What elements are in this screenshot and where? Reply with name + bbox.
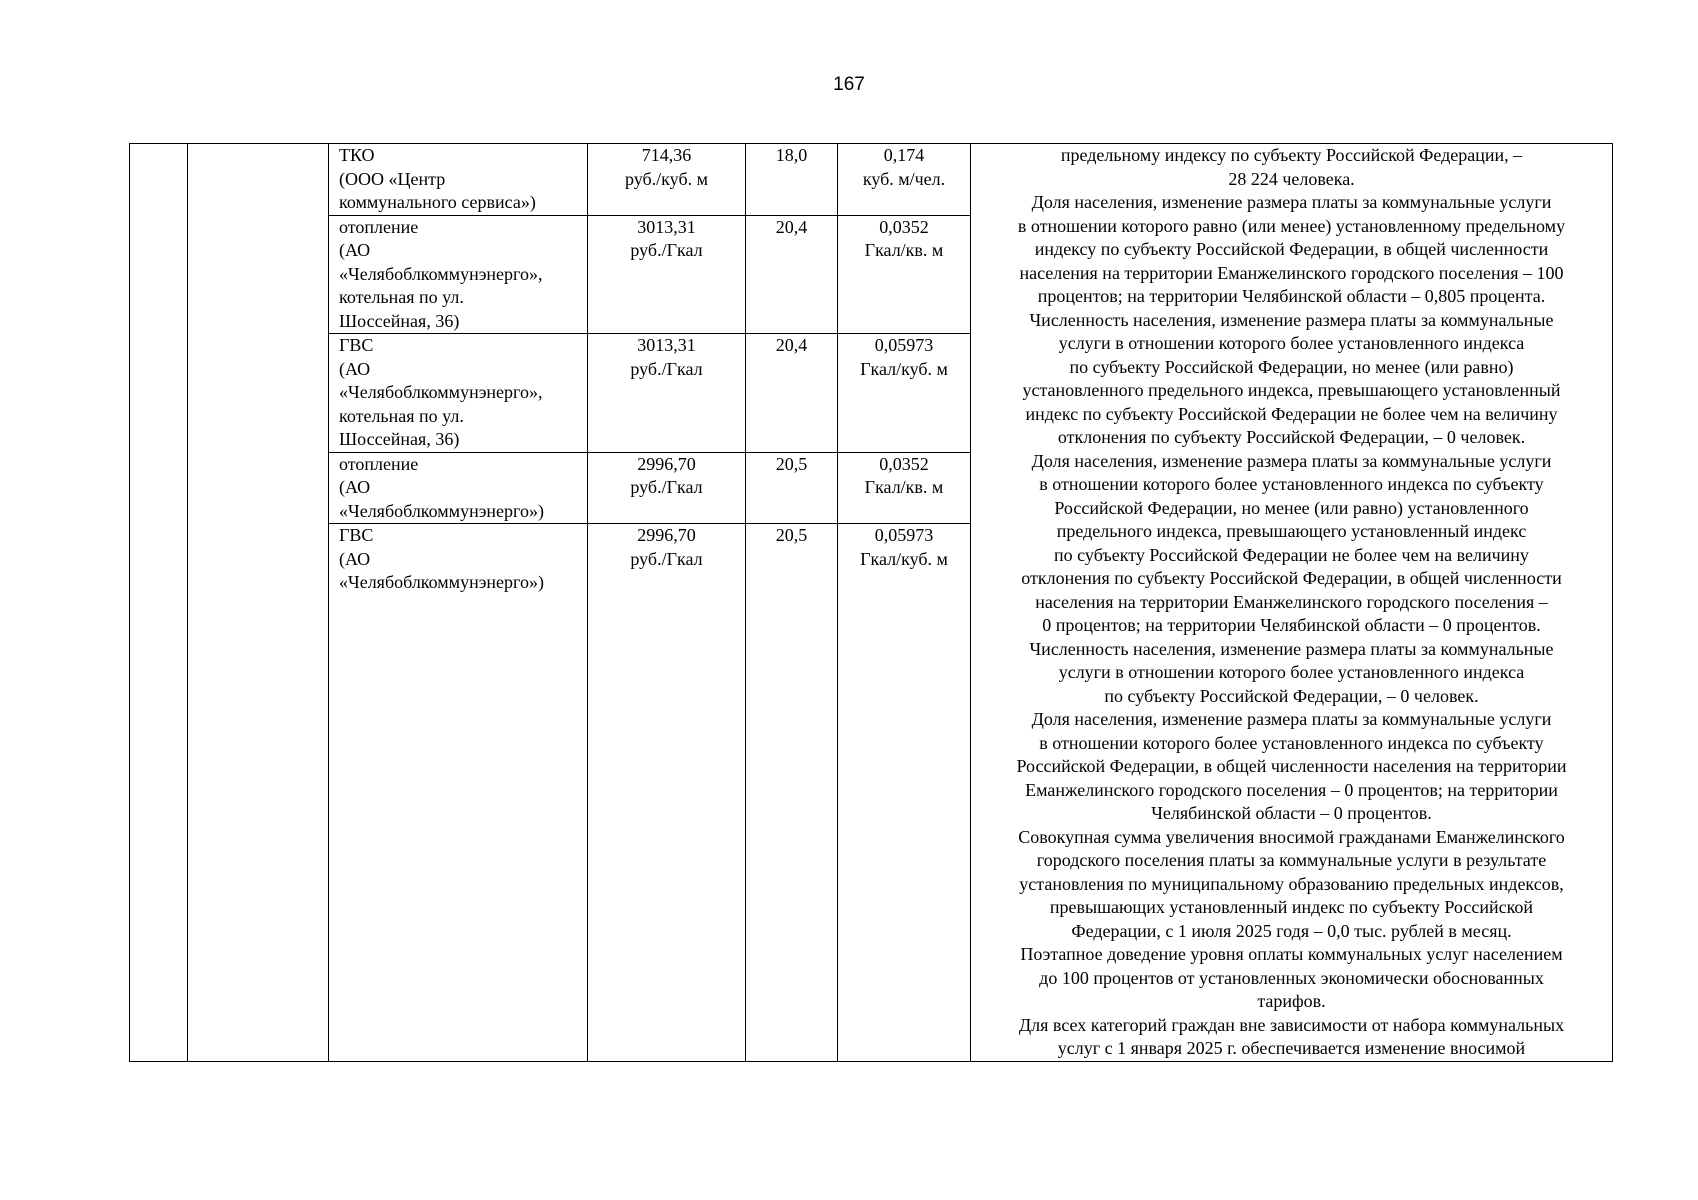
growth-value: 20,5 (775, 453, 808, 474)
description-line: Еманжелинского городского поселения – 0 процентов; на территории (1025, 779, 1558, 800)
service-line: «Челябоблкоммунэнерго», (339, 382, 543, 402)
description-line: городского поселения платы за коммунальные услуги в результате (1036, 850, 1547, 870)
tariff-value: 3013,31 (637, 335, 696, 355)
description-line: тарифов. (1257, 991, 1326, 1011)
service-line: коммунального сервиса») (339, 192, 536, 212)
service-line: котельная по ул. (339, 287, 464, 307)
service-line: (АО (339, 548, 371, 569)
description-line: установленного предельного индекса, превышающего установленный (1022, 380, 1561, 400)
description-line: установления по муниципальному образованию предельных индексов, (1019, 873, 1564, 894)
service-line: ГВС (339, 335, 374, 355)
growth-value: 18,0 (775, 145, 808, 165)
growth-value: 20,5 (775, 525, 808, 545)
norm-value: 0,05973 (874, 525, 934, 545)
norm-value: 0,0352 (879, 216, 929, 237)
description-line: отклонения по субъекту Российской Федерации, в общей численности (1021, 568, 1562, 588)
description-line: Челябинской области – 0 процентов. (1151, 803, 1432, 823)
description-line: Совокупная сумма увеличения вносимой гражданами Еманжелинского (1018, 826, 1565, 847)
tariff-cell (588, 452, 746, 524)
service-cell (329, 524, 588, 1062)
tariff-cell (588, 215, 746, 334)
norm-cell (838, 452, 971, 524)
norm-unit: Гкал/куб. м (860, 358, 948, 379)
municipality-cell (188, 144, 329, 1062)
description-text (981, 144, 1602, 1061)
service-line: ГВС (339, 525, 374, 545)
description-line: 0 процентов; на территории Челябинской области – 0 процентов. (1042, 615, 1541, 635)
service-line: (АО (339, 240, 371, 260)
description-line: по субъекту Российской Федерации не более чем на величину (1054, 544, 1529, 565)
service-line: (АО (339, 477, 371, 497)
tariff-cell (588, 334, 746, 453)
description-line: в отношении которого равно (или менее) установленному предельному (1017, 215, 1566, 236)
growth-cell (746, 524, 838, 1062)
description-line: Для всех категорий граждан вне зависимости от набора коммунальных (1018, 1014, 1565, 1035)
growth-value: 20,4 (775, 216, 808, 237)
service-cell (329, 452, 588, 524)
service-cell (329, 215, 588, 334)
tariff-table (129, 143, 1613, 1062)
number-cell (130, 144, 188, 1062)
description-line: услуги в отношении которого более установленного индекса (1058, 662, 1525, 682)
norm-value: 0,05973 (874, 335, 934, 355)
description-line: услуг с 1 января 2025 г. обеспечивается изменение вносимой (1057, 1038, 1526, 1058)
norm-unit: куб. м/чел. (862, 168, 946, 189)
growth-cell (746, 215, 838, 334)
description-line: предельного индекса, превышающего установленный индекс (1056, 521, 1527, 541)
description-line: до 100 процентов от установленных экономически обоснованных (1039, 967, 1544, 988)
tariff-cell (588, 144, 746, 216)
description-line: Численность населения, изменение размера платы за коммунальные (1029, 309, 1554, 330)
description-line: населения на территории Еманжелинского городского поселения – (1035, 591, 1548, 612)
description-line: 28 224 человека. (1228, 168, 1355, 189)
growth-value: 20,4 (775, 335, 808, 355)
service-line: «Челябоблкоммунэнерго») (339, 572, 544, 592)
tariff-unit: руб./куб. м (625, 168, 708, 189)
description-line: Доля населения, изменение размера платы за коммунальные услуги (1031, 192, 1552, 212)
norm-cell (838, 144, 971, 216)
description-line: по субъекту Российской Федерации, но менее (или равно) (1069, 356, 1514, 377)
tariff-cell (588, 524, 746, 1062)
description-line: отклонения по субъекту Российской Федерации, – 0 человек. (1057, 427, 1526, 447)
description-line: в отношении которого более установленного индекса по субъекту (1039, 474, 1544, 494)
description-line: индексу по субъекту Российской Федерации, в общей численности (1034, 239, 1549, 259)
service-line: «Челябоблкоммунэнерго») (339, 500, 544, 521)
tariff-unit: руб./Гкал (630, 240, 703, 260)
table-row (130, 144, 1613, 216)
growth-cell (746, 452, 838, 524)
norm-cell (838, 215, 971, 334)
service-line: отопление (339, 216, 419, 237)
tariff-unit: руб./Гкал (630, 358, 703, 379)
tariff-value: 2996,70 (637, 525, 696, 545)
description-line: предельному индексу по субъекту Российской Федерации, – (1060, 145, 1523, 165)
description-line: в отношении которого более установленного индекса по субъекту (1039, 732, 1544, 753)
description-line: услуги в отношении которого более установленного индекса (1058, 333, 1525, 353)
description-line: Федерации, с 1 июля 2025 годя – 0,0 тыс. рублей в месяц. (1071, 920, 1512, 941)
description-line: процентов; на территории Челябинской области – 0,805 процента. (1037, 286, 1546, 306)
service-cell (329, 334, 588, 453)
service-line: Шоссейная, 36) (339, 310, 460, 331)
growth-cell (746, 144, 838, 216)
description-line: Поэтапное доведение уровня оплаты коммунальных услуг населением (1020, 944, 1563, 964)
page-number: 167 (833, 74, 865, 95)
tariff-value: 3013,31 (637, 216, 696, 237)
tariff-unit: руб./Гкал (630, 477, 703, 497)
service-line: (ООО «Центр (339, 168, 446, 189)
service-line: (АО (339, 358, 371, 379)
description-line: населения на территории Еманжелинского городского поселения – 100 (1019, 262, 1564, 283)
service-line: «Челябоблкоммунэнерго», (339, 263, 543, 284)
description-line: Российской Федерации, в общей численности населения на территории (1016, 756, 1567, 776)
norm-cell (838, 524, 971, 1062)
norm-unit: Гкал/куб. м (860, 548, 948, 569)
norm-unit: Гкал/кв. м (864, 477, 944, 497)
service-line: ТКО (339, 145, 375, 165)
service-line: отопление (339, 453, 419, 474)
norm-cell (838, 334, 971, 453)
service-line: Шоссейная, 36) (339, 429, 460, 449)
norm-unit: Гкал/кв. м (864, 240, 944, 260)
description-line: индекс по субъекту Российской Федерации не более чем на величину (1025, 403, 1558, 424)
description-cell (971, 144, 1613, 1062)
norm-value: 0,174 (883, 145, 925, 165)
service-line: котельная по ул. (339, 405, 464, 426)
description-line: Российской Федерации, но менее (или равно) установленного (1054, 497, 1529, 518)
tariff-value: 714,36 (641, 145, 692, 165)
description-line: Численность населения, изменение размера платы за коммунальные (1029, 638, 1554, 659)
tariff-unit: руб./Гкал (630, 548, 703, 569)
tariff-value: 2996,70 (637, 453, 696, 474)
norm-value: 0,0352 (879, 453, 929, 474)
description-line: по субъекту Российской Федерации, – 0 человек. (1104, 685, 1479, 706)
description-line: Доля населения, изменение размера платы за коммунальные услуги (1031, 709, 1552, 729)
description-line: Доля населения, изменение размера платы за коммунальные услуги (1031, 450, 1552, 471)
service-cell (329, 144, 588, 216)
description-line: превышающих установленный индекс по субъекту Российской (1049, 897, 1534, 917)
growth-cell (746, 334, 838, 453)
